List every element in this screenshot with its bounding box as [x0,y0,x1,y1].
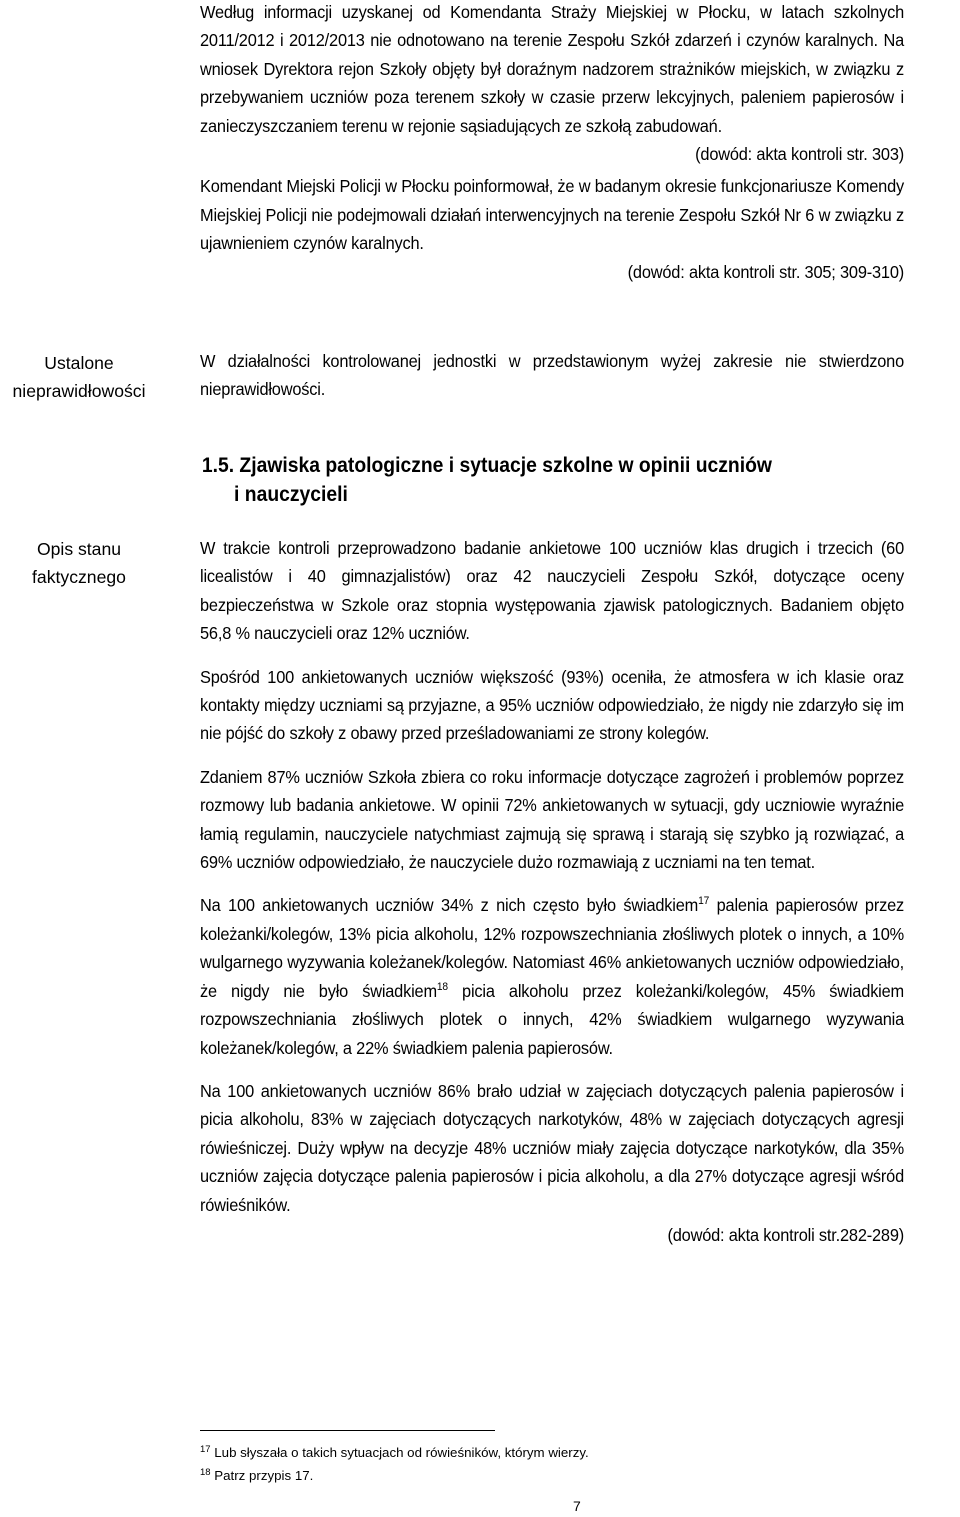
section-heading: 1.5. Zjawiska patologiczne i sytuacje szkolne w opinii uczniów i nauczycieli [201,454,772,506]
footnote-18: $^{18}$ Patrz przypis 17. [200,1467,314,1483]
page-number: 7 [573,1498,581,1514]
paragraph-classes: Na 100 ankietowanych uczniów 86% brało udział w zajęciach dotyczących palenia papierosów i picia alkoholu, 83% w zajęciach dotyczących narkotyków, 48% w zajęciach dotyczących agresji rówieśniczej. Duży wpływ na decyzje 48% uczniów miały zajęcia dotyczące narkotyków, dla 35% uczniów zajęcia dotyczące palenia papierosów i picia alkoholu, a dla 27% dotyczące agresji wśród rówieśników. [200,1080,905,1215]
paragraph-atmosphere: Spośród 100 ankietowanych uczniów większość (93%) oceniła, że atmosfera w ich klasie oraz kontakty między uczniami są przyjazne, a 95% uczniów odpowiedziało, że nigdy nie zdarzyło się im nie pójść do szkoły z obawy przed prześladowaniami ze strony kolegów. [200,666,905,744]
findings-block [200,347,904,404]
paragraph-city-guard: Według informacji uzyskanej od Komendanta Straży Miejskiej w Płocku, w latach szkolnych 2011/2012 i 2012/2013 nie odnotowano na terenie Zespołu Szkół zdarzeń i czynów karalnych. Na wniosek Dyrektora rejon Szkoły objęty był doraźnym nadzorem strażników miejskich, w związku z przebywaniem uczniów poza terenem szkoły w czasie przerw lekcyjnych, paleniem papierosów i zanieczyszczaniem terenu w rejonie sąsiadujących ze szkołą zabudowań. [200,2,905,136]
findings-label: Ustalone nieprawidłowości [12,353,146,401]
footnote-ref[interactable]: 18 [436,980,448,993]
evidence-citation: (dowód: akta kontroli str.282-289) [667,1224,905,1245]
paragraph-police: Komendant Miejski Policji w Płocku poinformował, że w badanym okresie funkcjonariusze Komendy Miejskiej Policji nie podejmowali działań interwencyjnych na terenie Zespołu Szkół Nr 6 w związku z ujawnieniem czynów karalnych. [200,176,905,254]
footnote-17: $^{17}$ Lub słyszała o takich sytuacjach od rówieśników, którym wierzy. [200,1444,589,1460]
evidence-citation: (dowód: akta kontroli str. 303) [695,144,905,165]
section-body [200,534,904,1249]
paragraph-threats: Zdaniem 87% uczniów Szkoła zbiera co roku informacje dotyczące zagrożeń i problemów poprzez rozmowy lub badania ankietowe. W opinii 72% ankietowanych w sytuacji, gdy uczniowie wyraźnie łamią regulamin, nauczyciele natychmiast zajmują się sprawą i starają się szybko ją rozwiązać, a 69% uczniów odpowiedziało, że nauczyciele dużo rozmawiają z uczniami na ten temat. [200,766,905,873]
description-label: Opis stanu faktycznego [32,539,126,587]
intro-block [200,0,904,286]
paragraph-survey: W trakcie kontroli przeprowadzono badanie ankietowe 100 uczniów klas drugich i trzecich (60 licealistów i 40 gimnazjalistów) oraz 42 nauczycieli Zespołu Szkół, dotyczące oceny bezpieczeństwa w Szkole oraz stopnia występowania zjawisk patologicznych. Badaniem objęto 56,8 % nauczycieli oraz 12% uczniów. [200,538,905,644]
footnote-separator [200,1430,495,1431]
findings-text: W działalności kontrolowanej jednostki w przedstawionym wyżej zakresie nie stwierdzono nieprawidłowości. [200,351,905,400]
evidence-citation: (dowód: akta kontroli str. 305; 309-310) [627,261,905,282]
footnote-ref[interactable]: 17 [698,895,710,908]
paragraph-witness: Na 100 ankietowanych uczniów 34% z nich często było świadkiem$^{17}$ palenia papierosów przez koleżanki/kolegów, 13% picia alkoholu, 12% rozpowszechniania złośliwych plotek o innych, a 10% wulgarnego wyzywania koleżanek/kolegów. Natomiast 46% ankietowanych uczniów odpowiedziało, że nigdy nie było świadkiem$^{18}$ picia alkoholu przez koleżanki/kolegów, 45% świadkiem rozpowszechniania złośliwych plotek o innych, 42% świadkiem wulgarnego wyzywania koleżanek/kolegów, a 22% świadkiem palenia papierosów. [200,895,905,1058]
